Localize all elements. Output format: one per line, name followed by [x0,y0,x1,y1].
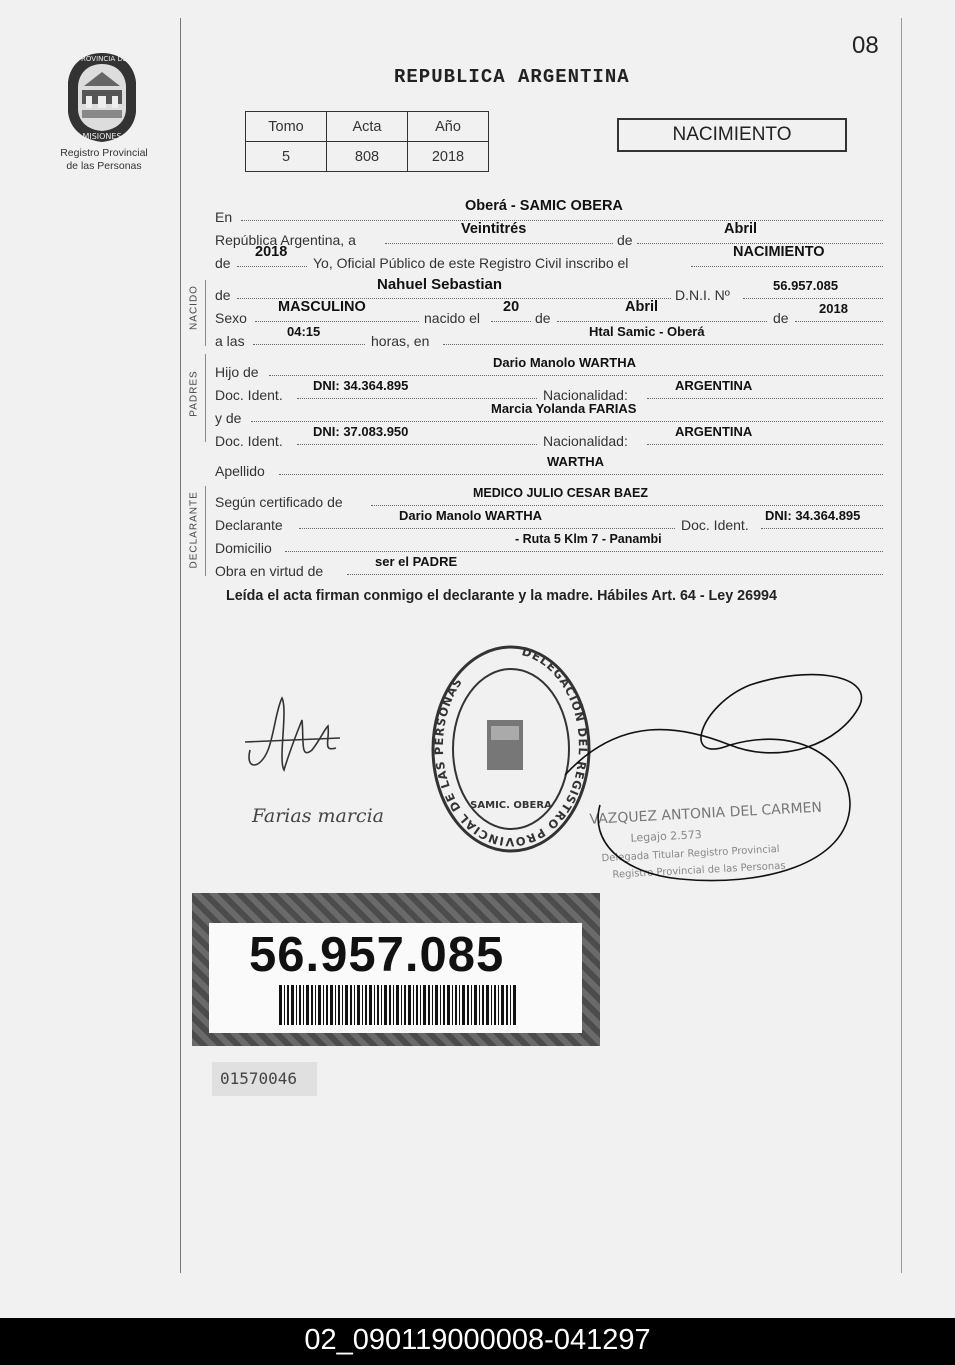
official-title: Delegada Titular Registro Provincial [601,843,780,865]
serial-number: 01570046 [212,1062,317,1096]
registry-caption-line2: de las Personas [66,160,142,172]
inscribo-value: NACIMIENTO [733,244,825,260]
province-seal-logo [62,50,142,145]
hijo-label: Hijo de [215,364,259,380]
row-apellido [215,454,885,481]
en-value: Oberá - SAMIC OBERA [465,198,623,214]
month-value: Abril [724,221,758,237]
mother-nat-value: ARGENTINA [675,424,753,439]
side-divider [205,354,206,442]
registry-caption-line1: Registro Provincial [60,147,148,159]
label-number: 56.957.085 [249,928,505,982]
official-registry: Registro Provincial de las Personas [612,860,786,881]
dots [297,398,537,399]
dots [691,266,883,267]
dots [491,321,531,322]
birth-year-value: 2018 [819,301,848,316]
dots [255,321,419,322]
dots [253,344,365,345]
sexo-label: Sexo [215,310,247,326]
time-value: 04:15 [287,324,321,339]
father-nat-value: ARGENTINA [675,378,753,393]
nombre-value: Nahuel Sebastian [377,276,503,293]
acta-header: Acta [327,112,408,142]
mother-signature-text: Farias marcia [252,805,384,827]
apellido-value: WARTHA [547,454,605,469]
day-value: Veintitrés [461,221,527,237]
en-label: En [215,209,233,225]
barcode-stripes [279,985,516,1025]
dots [285,551,883,552]
stamp-ring-text: DELEGACIÓN DEL REGISTRO PROVINCIAL DE LAS PERSONAS [431,644,591,850]
decl-doc-value: DNI: 34.364.895 [765,508,861,523]
record-table [245,111,489,172]
margin-line [180,18,181,1273]
de2-label: de [215,255,231,271]
nacionalidad-label: Nacionalidad: [543,387,628,403]
anio-header: Año [408,112,489,142]
legal-text: Leída el acta firman conmigo el declarante y la madre. Hábiles Art. 64 - Ley 26994 [226,588,777,604]
declarant-signature [240,690,350,790]
registry-caption [40,147,168,173]
padres-side-label: PADRES [188,370,200,417]
yde-label: y de [215,410,242,426]
dots [241,220,883,221]
decl-label: Declarante [215,517,283,533]
official-legajo: Legajo 2.573 [630,827,703,845]
tomo-header: Tomo [246,112,327,142]
dni-value: 56.957.085 [773,278,839,293]
row-en [215,198,885,227]
nacido-label: nacido el [424,310,481,326]
birth-day-value: 20 [503,299,520,315]
mother-doc-value: DNI: 37.083.950 [313,424,409,439]
de-label: de [535,310,551,326]
side-divider [205,280,206,346]
father-doc-value: DNI: 34.364.895 [313,378,409,393]
doc-label: Doc. Ident. [215,433,283,449]
row-year [215,244,885,273]
mother-value: Marcia Yolanda FARIAS [491,401,637,416]
mother-signature [248,798,408,834]
decl-value: Dario Manolo WARTHA [399,508,542,523]
dots [279,474,883,475]
dni-label: D.N.I. Nº [675,287,730,303]
seal-bottom-text: MISIONES [82,132,122,141]
acta-value: 808 [327,142,408,172]
dots [385,243,613,244]
dots [647,444,883,445]
dots [443,344,883,345]
barcode-bars [279,985,539,1025]
dots [251,421,883,422]
record-value-row [246,142,489,172]
dots [269,375,883,376]
birth-month-value: Abril [625,299,659,315]
tomo-value: 5 [246,142,327,172]
dots [761,528,883,529]
row-obra [215,554,885,581]
official-signature-stamp [560,665,880,895]
side-divider [205,486,206,576]
cert-value: MEDICO JULIO CESAR BAEZ [473,486,649,500]
father-value: Dario Manolo WARTHA [493,355,636,370]
obra-value: ser el PADRE [375,554,458,569]
year-value: 2018 [255,244,288,260]
dots [743,298,883,299]
page-edge-line [901,18,902,1273]
sexo-value: MASCULINO [278,299,366,315]
nacido-side-label: NACIDO [188,285,200,330]
dots [557,321,767,322]
doc-label: Doc. Ident. [215,387,283,403]
dots [795,321,883,322]
cert-label: Según certificado de [215,494,343,510]
doc-label: Doc. Ident. [681,517,749,533]
de-label: de [617,232,633,248]
horas-label: horas, en [371,333,430,349]
row-hora [215,324,885,351]
anio-value: 2018 [408,142,489,172]
document-title: REPUBLICA ARGENTINA [394,66,630,88]
apellido-label: Apellido [215,463,265,479]
dom-value: - Ruta 5 Klm 7 - Panambi [515,532,662,546]
dots [299,528,675,529]
alas-label: a las [215,333,245,349]
seal-top-text: PROVINCIA DE [76,55,128,63]
official-name: VAZQUEZ ANTONIA DEL CARMEN [589,799,823,828]
dots [237,266,307,267]
place-value: Htal Samic - Oberá [589,324,705,339]
de-label: de [773,310,789,326]
stamp-inner-text: SAMIC. OBERA [470,800,552,811]
row-madre-doc [215,424,885,451]
obra-label: Obra en virtud de [215,563,324,579]
dots [297,444,537,445]
row-domicilio [215,532,885,558]
page-number: 08 [852,32,879,59]
declarante-side-label: DECLARANTE [188,491,200,569]
footer-code: 02_090119000008-041297 [0,1318,955,1365]
de-label: de [215,287,231,303]
oficial-text: Yo, Oficial Público de este Registro Civil inscribo el [313,255,629,271]
barcode-label [192,893,600,1046]
record-header-row [246,112,489,142]
dots [371,505,883,506]
dots [347,574,883,575]
dots [647,398,883,399]
nacionalidad-label: Nacionalidad: [543,433,628,449]
label-inner [209,923,582,1033]
record-type-box: NACIMIENTO [617,118,847,152]
dom-label: Domicilio [215,540,272,556]
republica-label: República Argentina, a [215,232,356,248]
